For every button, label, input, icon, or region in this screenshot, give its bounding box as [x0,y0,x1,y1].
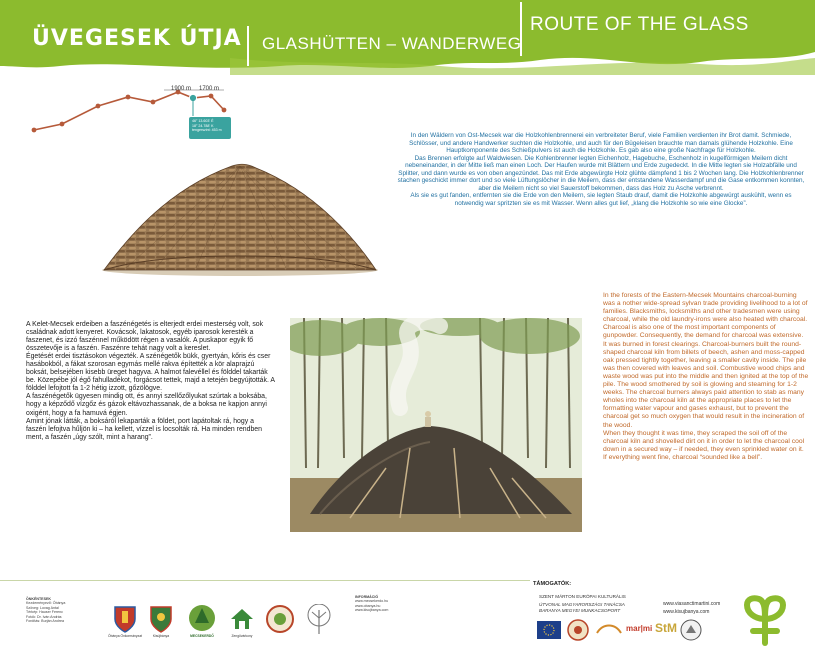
german-text-block [396,132,806,207]
english-paragraph: When they thought it was time, they scraped the soil off of the charcoal kiln and shovelled dirt on it in order to let the charcoal cool down in a secured way – if needed, they even sprinkled water on it. If everything went fine, charcoal “sounded like a bell”. [603,429,805,461]
info-heading: INFORMÁCIÓ [355,595,379,599]
pin-coord-lat: 46° 13.603' É [192,119,214,123]
saint-martin-seal-icon [567,619,589,641]
credits-heading: ÖNKÉNTESEK [26,597,51,601]
german-paragraph: Als sie es gut fanden, entfernten sie die Erde von den Meilern, sie legten Staub drauf, damit die Holzkohle abgewürgt auskühlt, wenn es notwendig war spritzten sie es mit Wasser. Wenn alles gut lief, „klang die Holzkohle so wie eine Glocke”. [410,192,792,207]
credits-line: Térkép: Hauser Ferenc [26,610,63,615]
credits-line: Fordítás: Burján Andrea [26,619,64,624]
english-text-block [603,292,809,462]
english-paragraph: It was burned in forest clearings. Charcoal-burners built the round-shaped charcoal kiln from billets of beech, ashen and moss-capped oak pressed tightly together, leaving a smaller cavity inside. The pile was then covered with leaves and soil. Combustive wood chips and waste wood was put into the middle and then ignited at the top of the pile. The wood smothered by soil is glowing and steaming for 1-2 weeks. The charcoal burners always paid attention to stab as many wholes into the charcoal kiln at the appropriate places to let the formatting water vapour and gases exhaust, but to prevent the charcoal get so much oxygen that would result in the incineration of the wood. [603,340,809,429]
charcoal-burning-painting [290,318,582,532]
title-hungarian: ÜVEGESEK ÚTJA [32,26,242,51]
credits-line: Kezdeményező: Óbánya [26,601,66,606]
sponsor-line: ÚTVONAL MAGYARORSZÁGI TANÁCSA [539,602,625,607]
credits-line: Fotók: Dr. Iván András [26,614,62,619]
sponsor-url[interactable]: www.kisujbanya.com [663,609,710,615]
info-link[interactable]: www.kisujbanya.com [355,608,389,613]
footer-separator [0,580,530,581]
location-pin-label [189,117,231,139]
hungarian-text-block [26,321,276,442]
divider-1 [247,26,249,66]
title-english: ROUTE OF THE GLASS [530,14,749,35]
footer-info [355,595,485,613]
house-logo-icon [229,607,255,631]
tree-logo-icon [305,604,333,636]
round-seal-icon [266,605,294,633]
martini-logo: mar|mi [626,624,653,633]
german-paragraph: Das Brennen erfolgte auf Waldwiesen. Die Kohlenbrenner legten Eichenholz, Hagebuche, Eschenholz in kugelförmigen Meilern dicht nebeneinander, in der Mitte ließ man einen Loch. Der Haufen wurde mit Blättern und Erde zugedeckt. In die Mitte legten sie Holzabfälle und Splitter, und dann wurde es von oben angezündet. Das mit Erde abgewürgte Holz glühte dämpfend 1 bis 2 Wochen lang. Die Holzkohlenbrenner stachen geschickt immer dort und so viele Lüftungslöcher in die Meilern, dass der entstandene Wasserdampf und die Gase entkommen konnten, aber die Meilern nicht so viel Sauerstoff bekommen, dass das Holz zu Asche verbrennt. [397,154,805,192]
german-paragraph: In den Wäldern von Ost-Mecsek war die Holzkohlenbrennerei ein verbreiteter Beruf, viele Familien verdienten ihr Brot damit. Schmiede, Schlösser, und andere Handwerker suchten die Holzkohle, und auch für den Bügeleisen brauchte man damals glühende Holzkohle. Eine Hauptkomponente des Schießpulvers ist auch die Holzkohle. Es gab also eine große Nachfrage für Holzkohle. [409,132,793,155]
logo-caption: MECSEKERDŐ [190,634,214,638]
hungarian-paragraph: Égetését erdei tisztásokon végezték. A szénégetők bükk, gyertyán, kőris és cser hasábokból, a fákat szorosan egymás mellé rakva építették a kör alaprajzú boksát, belsejében kisebb üreget hagyva. A halmot falevéllel és földdel takarták be. Közepébe jól égő fahulladékot, forgácsot tettek, majd a tetején begyújtották. A földdel lefojtott fa 1-2 hétig izzott, gőzölögve. [26,353,275,393]
logo-caption: Óbánya Önkormányzat [108,634,142,638]
logo-caption: Zengővárkony [231,634,253,638]
distance-right: 1700 m [199,86,220,92]
hungarian-paragraph: Amint jónak látták, a boksáról lekaparták a földet, port lapátoltak rá, hogy a faszén lefojtva hűljön ki – ha kellett, vízzel is locsolták rá. Ha minden rendben ment, a faszén „úgy szólt, mint a harang”. [26,417,262,441]
route-symbol-icon [737,589,793,647]
hungarian-logo-icon [595,621,623,637]
sponsor-url[interactable]: www.viasanctimartini.com [663,601,721,607]
round-emblem-icon [680,619,702,641]
info-link[interactable]: www.obanya.hu [355,603,381,608]
sponsors-heading: TÁMOGATÓK: [533,581,572,587]
charcoal-kiln-illustration [96,160,380,280]
coat-of-arms-icon [113,605,137,633]
title-german: GLASHÜTTEN – WANDERWEG [262,34,522,53]
english-paragraph: In the forests of the Eastern-Mecsek Mountains charcoal-burning was a nother wide-spread sylvan trade providing livelihood to a lot of families. Blacksmiths, locksmiths and other tradesmen were using charcoal, while the old laundry-irons were also heated with charcoal. Charcoal is also one of the most important components of gunpowder. Consequently, the demand for charcoal was extensive. [603,292,808,340]
pin-altitude: tengerszint: 453 m [192,128,222,133]
logo-caption: Kisújbánya [152,634,170,638]
hungarian-paragraph: A faszénégetők ügyesen mindig ott, és annyi szellőzőlyukat szúrtak a boksába, hogy a képződő vízgőz és gázok eltávozhassanak, de a boksa ne kapjon annyi oxigént, hogy a fa hamuvá égjen. [26,393,267,417]
hungarian-paragraph: A Kelet-Mecsek erdeiben a faszénégetés is elterjedt erdei mesterség volt, sok családnak adott kenyeret. Kovácsok, lakatosok, egyéb iparosok keresték a faszenet, és izzó faszénnel működött régen a vasalók. A puskapor egyik fő összetevője is a faszén. Faszénre tehát nagy volt a kereslet. [26,321,264,353]
info-link[interactable]: www.mecsekerdo.hu [355,599,389,604]
pin-coord-lon: 18° 24.788' K [192,123,214,128]
footer-credits [26,597,96,623]
stm-logo: StM [655,621,677,635]
sponsor-line: BARANYA MEGYEI MUNKACSOPORT [539,608,621,613]
header-banner [0,0,815,75]
sponsor-line: SZENT MÁRTON EURÓPAI KULTURÁLIS [539,594,626,599]
coat-of-arms-icon [149,605,173,633]
eu-council-logo-icon [537,621,561,639]
distance-left: 1900 m [171,86,192,92]
mecsekerdo-logo-icon [187,603,217,633]
credits-line: Szöveg: Lovag Antal [26,605,59,610]
